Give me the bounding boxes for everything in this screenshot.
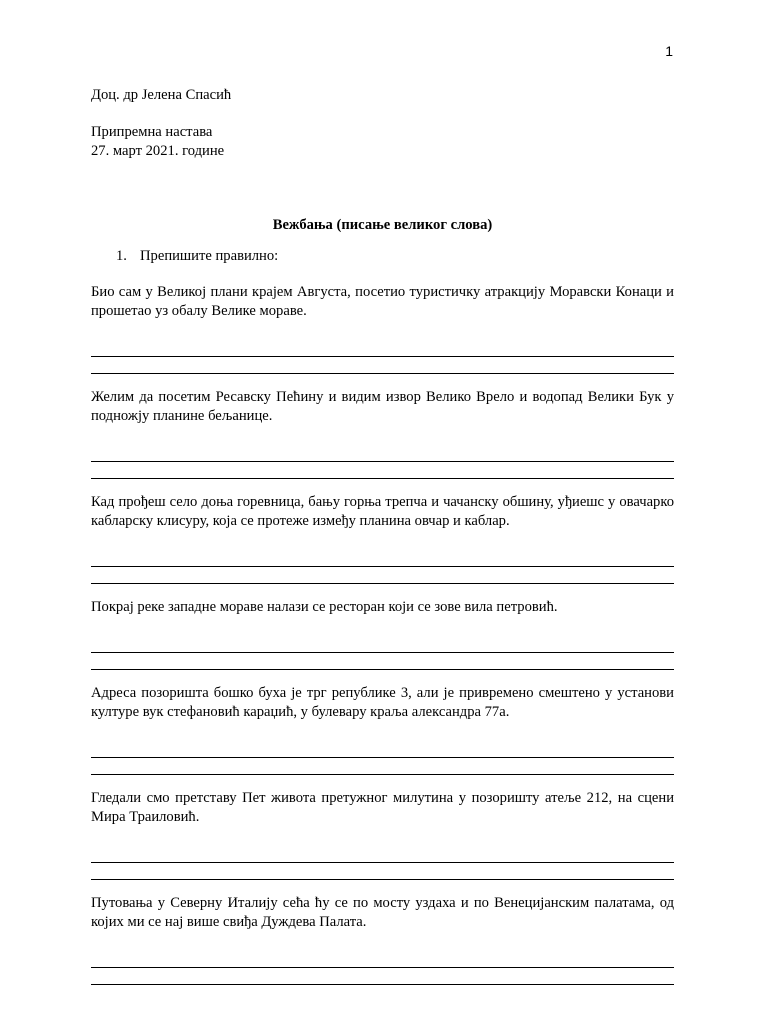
answer-area[interactable] bbox=[91, 444, 674, 479]
answer-area[interactable] bbox=[91, 635, 674, 670]
date-line: 27. март 2021. године bbox=[91, 143, 225, 159]
exercise-item bbox=[91, 789, 674, 880]
answer-line[interactable] bbox=[91, 740, 674, 758]
answer-line[interactable] bbox=[91, 357, 674, 374]
exercise-item bbox=[91, 598, 674, 670]
exercise-sentence: Покрај реке западне мораве налази се ресторан који се зове вила петровић. bbox=[91, 599, 558, 615]
instruction-text: Препишите правилно: bbox=[140, 248, 279, 264]
exercise-sentence: Кад прођеш село доња горевница, бању горња трепча и чачанску обшину, уђиешс у овачарко кабларску клисуру, која се протеже између планина овчар и каблар. bbox=[91, 494, 674, 529]
answer-area[interactable] bbox=[91, 339, 674, 374]
exercise-sentence: Адреса позоришта бошко буха је трг републике 3, али је привремено смештено у установи културе вук стефановић караџић, у булевару краља александра 77а. bbox=[91, 685, 674, 720]
answer-line[interactable] bbox=[91, 758, 674, 775]
answer-line[interactable] bbox=[91, 968, 674, 985]
exercise-title: Вежбања (писање великог слова) bbox=[272, 217, 493, 233]
exercise-sentence: Желим да посетим Ресавску Пећину и видим извор Велико Врело и водопад Велики Бук у подножју планине бељанице. bbox=[91, 389, 674, 424]
answer-area[interactable] bbox=[91, 845, 674, 880]
answer-line[interactable] bbox=[91, 339, 674, 357]
answer-area[interactable] bbox=[91, 740, 674, 775]
answer-area[interactable] bbox=[91, 950, 674, 985]
answer-line[interactable] bbox=[91, 462, 674, 479]
answer-line[interactable] bbox=[91, 567, 674, 584]
exercise-sentence: Гледали смо претставу Пет живота претужног милутина у позоришту атеље 212, на сцени Мира Траиловић. bbox=[91, 790, 674, 825]
course-line: Припремна настава bbox=[91, 124, 213, 140]
exercise-item bbox=[91, 684, 674, 775]
exercise-sentence: Путовања у Северну Италију сећа ћу се по мосту уздаха и по Венецијанским палатама, од којих ми се нај више свиђа Дуждева Палата. bbox=[91, 895, 674, 930]
document-content bbox=[91, 86, 674, 985]
exercise-item bbox=[91, 493, 674, 584]
answer-line[interactable] bbox=[91, 950, 674, 968]
answer-line[interactable] bbox=[91, 845, 674, 863]
answer-line[interactable] bbox=[91, 444, 674, 462]
exercise-item bbox=[91, 283, 674, 374]
page-number: 1 bbox=[665, 43, 673, 59]
exercise-item bbox=[91, 894, 674, 985]
exercise-sentence: Био сам у Великој плани крајем Августа, посетио туристичку атракцију Моравски Конаци и прошетао уз обалу Велике мораве. bbox=[91, 284, 674, 319]
answer-line[interactable] bbox=[91, 863, 674, 880]
answer-line[interactable] bbox=[91, 549, 674, 567]
instruction-item bbox=[91, 247, 674, 266]
answer-line[interactable] bbox=[91, 635, 674, 653]
answer-line[interactable] bbox=[91, 653, 674, 670]
answer-area[interactable] bbox=[91, 549, 674, 584]
instruction-number: 1. bbox=[116, 248, 127, 264]
author-line: Доц. др Јелена Спасић bbox=[91, 87, 232, 103]
exercise-item bbox=[91, 388, 674, 479]
